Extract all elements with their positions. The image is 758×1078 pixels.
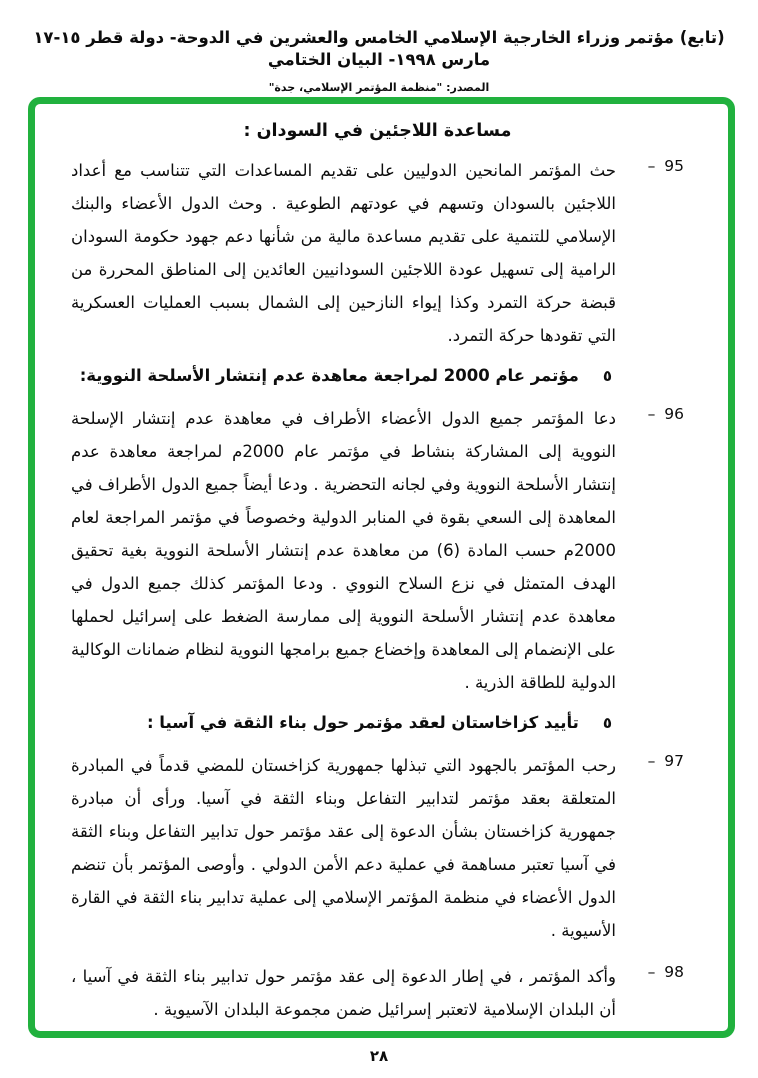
paragraph-95-text: حث المؤتمر المانحين الدوليين على تقديم المساعدات التي تتناسب مع أعداد اللاجئين بالسودان وتسهم في عودتهم الطوعية . وحث الدول الأعضاء والبنك الإسلامي للتنمية على تقديم مساعدة مالية من شأنها دعم جهود حكومة السودان الرامية إلى تسهيل عودة اللاجئين السودانيين العائدين إلى المناطق المحررة من قبضة حركة التمرد وكذا إيواء النازحين إلى الشمال بسبب العمليات العسكرية التي تقودها حركة التمرد. <box>71 161 616 345</box>
green-border-frame <box>28 97 735 1038</box>
document-title: (تابع) مؤتمر وزراء الخارجية الإسلامي الخامس والعشرين في الدوحة- دولة قطر ١٥-١٧ مارس ١٩٩٨- البيان الختامي <box>33 28 725 70</box>
paragraph-97 <box>71 749 684 947</box>
section-heading-sudan-refugees: مساعدة اللاجئين في السودان : <box>243 121 512 141</box>
page-footer <box>0 1046 758 1065</box>
page-number: ٢٨ <box>369 1047 389 1065</box>
paragraph-97-number: 97 – <box>647 751 684 770</box>
paragraph-96-number: 96 – <box>647 404 684 423</box>
document-header <box>0 0 758 94</box>
paragraph-98-number: 98 – <box>647 962 684 981</box>
paragraph-98 <box>71 960 684 1026</box>
paragraph-96-text: دعا المؤتمر جميع الدول الأعضاء الأطراف في معاهدة عدم إنتشار الإسلحة النووية إلى المشاركة بنشاط في مؤتمر عام 2000م لمراجعة معاهدة عدم إنتشار الأسلحة النووية وفي لجانه التحضرية . ودعا أيضاً جميع الدول الأطراف في المعاهدة إلى السعي بقوة في المنابر الدولية وخصوصاً في مؤتمر المراجعة لعام 2000م حسب المادة (6) من معاهدة عدم إنتشار الأسلحة النووية بغية تحقيق الهدف المتمثل في نزع السلاح النووي . ودعا المؤتمر كذلك جميع الدول في معاهدة عدم إنتشار الأسلحة النووية إلى ممارسة الضغط على إسرائيل لحملها على الإنضمام إلى المعاهدة وإخضاع جميع برامجها النووية لنظام ضمانات الوكالية الدولية للطاقة الذرية . <box>71 408 616 692</box>
section-heading-kazakhstan-cica <box>71 711 684 736</box>
document-source-line: المصدر: "منظمة المؤتمر الإسلامي، جدة" <box>268 80 490 94</box>
paragraph-98-text: وأكد المؤتمر ، في إطار الدعوة إلى عقد مؤتمر حول تدابير بناء الثقة في آسيا ، أن البلدان الإسلامية لاتعتبر إسرائيل ضمن مجموعة البلدان الآسيوية . <box>71 966 616 1019</box>
circle-bullet-icon: ٥ <box>602 367 612 385</box>
section-heading-npt-review-2000 <box>71 364 684 389</box>
paragraph-96 <box>71 402 684 699</box>
section-heading-npt-review-2000-label: مؤتمر عام 2000 لمراجعة معاهدة عدم إنتشار الأسلحة النووية: <box>79 366 579 385</box>
paragraph-95-number: 95 – <box>647 157 684 175</box>
section-heading-kazakhstan-cica-label: تأييد كزاخاستان لعقد مؤتمر حول بناء الثقة في آسيا : <box>146 712 579 732</box>
circle-bullet-icon: ٥ <box>602 713 612 732</box>
paragraph-97-text: رحب المؤتمر بالجهود التي تبذلها جمهورية كزاخستان للمضي قدماً في المبادرة المتعلقة بعقد مؤتمر لتدابير التفاعل وبناء الثقة في آسيا. ورأى أن مبادرة جمهورية كزاخستان بشأن الدعوة إلى عقد مؤتمر حول تدابير التفاعل وبناء الثقة في آسيا تعتبر مساهمة في عملية دعم الأمن الدولي . وأوصى المؤتمر بأن تنضم الدول الأعضاء في منظمة المؤتمر الإسلامي إلى عملية تدابير بناء الثقة في القارة الأسيوية . <box>71 755 616 940</box>
paragraph-95 <box>71 154 684 352</box>
